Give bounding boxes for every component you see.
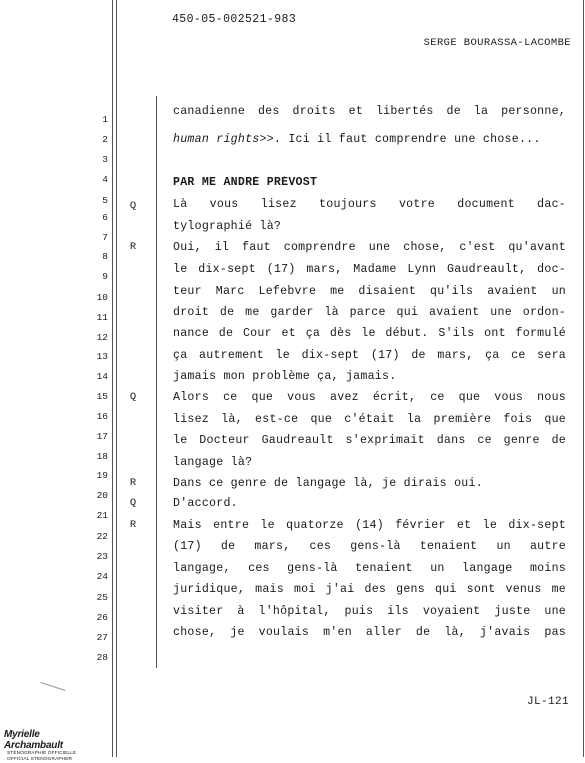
line-number: 26 bbox=[96, 612, 108, 623]
transcript-text: droit de me garder là parce qui avaient une ordon- bbox=[173, 306, 566, 319]
page-number: JL-121 bbox=[526, 696, 569, 708]
transcript-text: Alors ce que vous avez écrit, ce que vous nous bbox=[173, 391, 566, 404]
transcript-text: nance de Cour et ça dès le début. S'ils ont formulé bbox=[173, 327, 566, 340]
transcript-text: visiter à l'hôpital, puis ils voyaient juste une bbox=[173, 605, 566, 618]
left-margin-line bbox=[116, 0, 117, 757]
line-number: 10 bbox=[96, 292, 108, 303]
transcript-text-rest: >>. Ici il faut comprendre une chose... bbox=[259, 133, 541, 146]
logo-subtitle-fr: STÉNOGRAPHIE OFFICIELLE bbox=[7, 751, 77, 756]
italic-phrase: human rights bbox=[173, 133, 260, 146]
line-number: 8 bbox=[102, 251, 108, 262]
right-margin-line bbox=[583, 0, 584, 757]
transcript-text bbox=[173, 133, 566, 146]
logo-subtitle-en: OFFICIAL STENOGRAPHER bbox=[7, 757, 73, 762]
answer-marker: R bbox=[129, 519, 137, 531]
transcript-text: langage, ces gens-là tenaient un langage moins bbox=[173, 562, 566, 575]
examiner-heading: PAR ME ANDRÉ PRÉVOST bbox=[173, 176, 318, 189]
transcript-text: D'accord. bbox=[173, 497, 238, 510]
transcript-text: chose, je voulais m'en aller de là, j'avais pas bbox=[173, 626, 566, 639]
witness-name: SERGE BOURASSA-LACOMBE bbox=[423, 37, 571, 49]
speaker-divider-line bbox=[156, 96, 157, 668]
line-number: 16 bbox=[96, 411, 108, 422]
transcript-text: canadienne des droits et libertés de la personne, bbox=[173, 105, 566, 118]
question-marker: Q bbox=[129, 200, 137, 212]
line-number: 20 bbox=[96, 490, 108, 501]
left-margin-line bbox=[112, 0, 113, 757]
transcript-text: lisez là, est-ce que c'était la première fois que bbox=[173, 413, 566, 426]
line-number: 13 bbox=[96, 351, 108, 362]
line-number: 9 bbox=[102, 271, 108, 282]
line-number: 19 bbox=[96, 470, 108, 481]
transcript-text: juridique, mais moi j'ai des gens qui sont venus me bbox=[173, 583, 566, 596]
transcript-text: jamais mon problème ça, jamais. bbox=[173, 370, 397, 383]
transcript-text: Mais entre le quatorze (14) février et le dix-sept bbox=[173, 519, 566, 532]
transcript-text: langage là? bbox=[173, 456, 253, 469]
line-number: 22 bbox=[96, 531, 108, 542]
transcript-text: Oui, il faut comprendre une chose, c'est qu'avant bbox=[173, 241, 566, 254]
transcript-text: tylographié là? bbox=[173, 220, 282, 233]
question-marker: Q bbox=[129, 391, 137, 403]
line-number: 4 bbox=[102, 174, 108, 185]
answer-marker: R bbox=[129, 241, 137, 253]
line-number: 24 bbox=[96, 571, 108, 582]
answer-marker: R bbox=[129, 477, 137, 489]
line-number: 2 bbox=[102, 134, 108, 145]
line-number: 5 bbox=[102, 195, 108, 206]
line-number: 6 bbox=[102, 212, 108, 223]
transcript-text: le Docteur Gaudreault s'exprimait dans ce genre de bbox=[173, 434, 566, 447]
scan-mark bbox=[40, 682, 65, 691]
docket-number: 450-05-002521-983 bbox=[172, 13, 297, 26]
transcript-text: (17) de mars, ces gens-là tenaient un autre bbox=[173, 540, 566, 553]
logo-name: Myrielle Archambault bbox=[4, 729, 63, 751]
line-number: 7 bbox=[102, 232, 108, 243]
line-number: 18 bbox=[96, 451, 108, 462]
transcript-text: ça autrement le dix-sept (17) de mars, ça ce sera bbox=[173, 349, 566, 362]
line-number: 25 bbox=[96, 592, 108, 603]
line-number: 28 bbox=[96, 652, 108, 663]
line-number: 11 bbox=[96, 312, 108, 323]
transcript-text: teur Marc Lefebvre me disaient qu'ils avaient un bbox=[173, 285, 566, 298]
line-number: 12 bbox=[96, 332, 108, 343]
line-number: 15 bbox=[96, 391, 108, 402]
line-number: 23 bbox=[96, 551, 108, 562]
transcript-text: Dans ce genre de langage là, je dirais oui. bbox=[173, 477, 483, 490]
line-number: 3 bbox=[102, 154, 108, 165]
line-number: 21 bbox=[96, 510, 108, 521]
line-number: 17 bbox=[96, 431, 108, 442]
line-number: 1 bbox=[102, 114, 108, 125]
line-number: 14 bbox=[96, 371, 108, 382]
line-number: 27 bbox=[96, 632, 108, 643]
transcript-text: Là vous lisez toujours votre document dac- bbox=[173, 198, 566, 211]
stenographer-logo bbox=[4, 729, 100, 763]
transcript-text: le dix-sept (17) mars, Madame Lynn Gaudreault, doc- bbox=[173, 263, 566, 276]
question-marker: Q bbox=[129, 497, 137, 509]
